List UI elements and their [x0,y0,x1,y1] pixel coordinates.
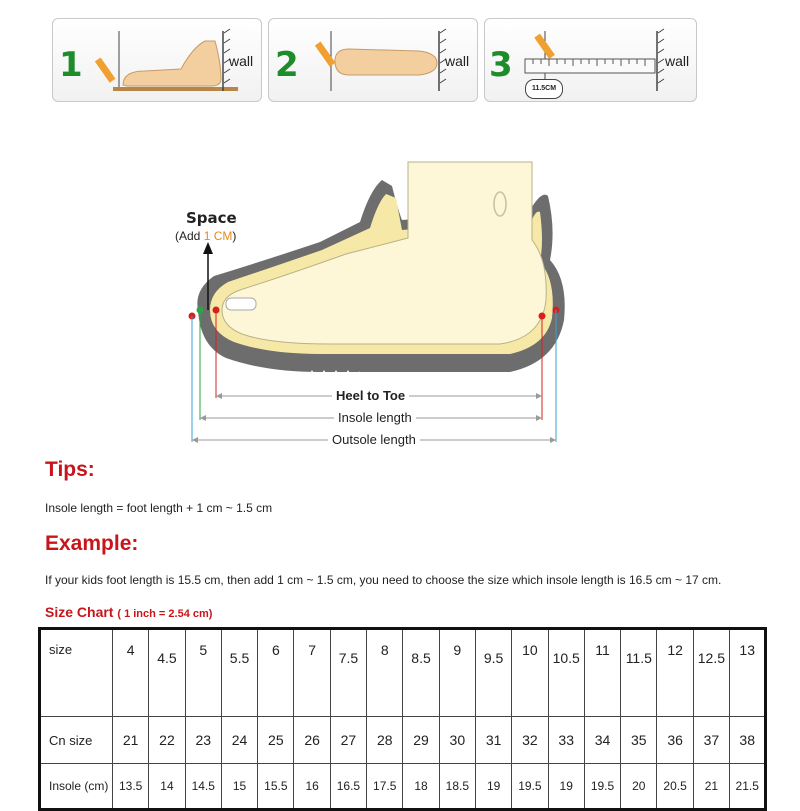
step-number: 2 [275,45,299,85]
size-cell: 4.5 [149,629,185,717]
size-chart-table [38,627,767,811]
step-1-panel [52,18,262,102]
insole-cell: 15 [221,764,257,810]
insole-cell: 18.5 [439,764,475,810]
wall-label: wall [229,53,254,69]
wall-label: wall [665,53,690,69]
space-note-suffix: ) [232,229,237,243]
insole-cell: 14.5 [185,764,221,810]
size-cell: 7.5 [330,629,366,717]
cn-size-row [40,717,766,764]
insole-length-label: Insole length [334,410,416,425]
space-note-value: 1 CM [203,229,233,243]
cn-size-cell: 33 [548,717,584,764]
step-number: 3 [489,45,513,85]
size-cell: 13 [730,629,766,717]
insole-cell: 20.5 [657,764,693,810]
wall-label: wall [445,53,470,69]
row-label-insole: Insole (cm) [40,764,113,810]
size-cell: 9 [439,629,475,717]
cn-size-cell: 32 [512,717,548,764]
size-cell: 12.5 [693,629,729,717]
cn-size-cell: 38 [730,717,766,764]
insole-cell: 19 [475,764,511,810]
space-label: Space [186,209,237,227]
size-chart-conversion: ( 1 inch = 2.54 cm) [117,608,213,620]
example-text: If your kids foot length is 15.5 cm, then add 1 cm ~ 1.5 cm, you need to choose the size which insole length is 16.5 cm ~ 17 cm. [45,573,722,587]
insole-cell: 16 [294,764,330,810]
example-heading: Example: [45,532,139,555]
cn-size-cell: 30 [439,717,475,764]
insole-cell: 18 [403,764,439,810]
space-note-prefix: (Add [175,229,204,243]
insole-cell: 19 [548,764,584,810]
insole-cell: 17.5 [367,764,403,810]
size-cell: 12 [657,629,693,717]
insole-cell: 16.5 [330,764,366,810]
ruler-reading: 11.5CM [525,79,563,99]
insole-row [40,764,766,810]
cn-size-cell: 34 [584,717,620,764]
measuring-steps [52,18,697,104]
insole-cell: 19.5 [512,764,548,810]
size-cell: 10.5 [548,629,584,717]
size-cell: 6 [258,629,294,717]
cn-size-cell: 25 [258,717,294,764]
insole-cell: 15.5 [258,764,294,810]
step-number: 1 [59,45,83,85]
size-chart-title: Size Chart [45,604,114,620]
row-label-size: size [40,629,113,717]
heel-to-toe-label: Heel to Toe [332,388,409,403]
insole-cell: 13.5 [113,764,149,810]
size-chart-heading [45,604,212,620]
tips-text: Insole length = foot length + 1 cm ~ 1.5 cm [45,501,273,515]
cn-size-cell: 31 [475,717,511,764]
cn-size-cell: 24 [221,717,257,764]
step-3-panel [484,18,697,102]
size-cell: 5.5 [221,629,257,717]
cn-size-cell: 27 [330,717,366,764]
insole-cell: 21 [693,764,729,810]
cn-size-cell: 36 [657,717,693,764]
size-cell: 10 [512,629,548,717]
size-cell: 4 [113,629,149,717]
insole-cell: 19.5 [584,764,620,810]
size-cell: 9.5 [475,629,511,717]
cn-size-cell: 35 [621,717,657,764]
cn-size-cell: 23 [185,717,221,764]
insole-cell: 20 [621,764,657,810]
cn-size-cell: 28 [367,717,403,764]
cn-size-cell: 21 [113,717,149,764]
cn-size-cell: 26 [294,717,330,764]
tips-heading: Tips: [45,458,95,481]
cn-size-cell: 37 [693,717,729,764]
size-row [40,629,766,717]
row-label-cn-size: Cn size [40,717,113,764]
cn-size-cell: 29 [403,717,439,764]
size-cell: 8.5 [403,629,439,717]
space-note [175,229,236,243]
size-cell: 7 [294,629,330,717]
outsole-length-label: Outsole length [328,432,420,447]
step-2-panel [268,18,478,102]
size-cell: 5 [185,629,221,717]
size-cell: 11 [584,629,620,717]
insole-cell: 14 [149,764,185,810]
insole-cell: 21.5 [730,764,766,810]
size-cell: 11.5 [621,629,657,717]
size-cell: 8 [367,629,403,717]
cn-size-cell: 22 [149,717,185,764]
